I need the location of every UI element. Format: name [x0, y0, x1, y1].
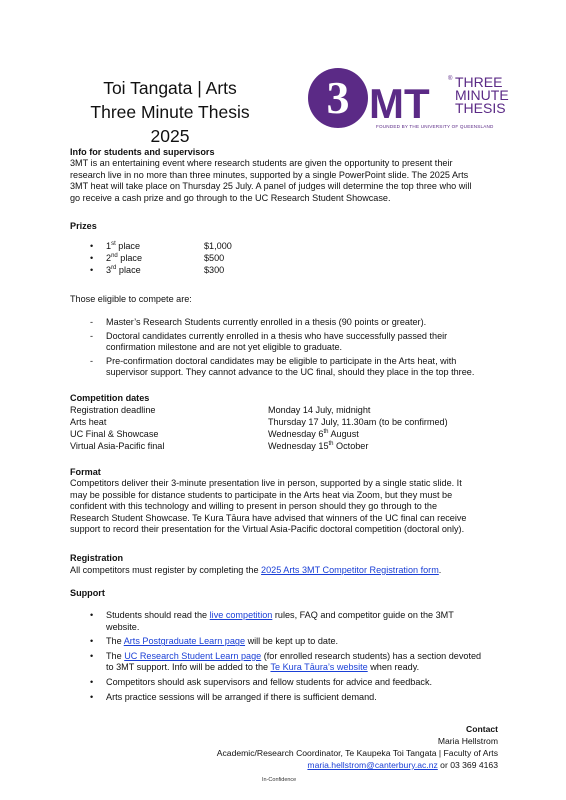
date-value: Monday 14 July, midnight: [268, 405, 371, 415]
format-heading: Format: [70, 467, 101, 477]
prize-amount: $1,000: [204, 241, 232, 251]
registration-text: All competitors must register by completing the 2025 Arts 3MT Competitor Registration form.: [70, 565, 442, 575]
logo-line-1: THREE: [455, 74, 503, 90]
date-label: UC Final & Showcase: [70, 429, 159, 439]
date-row: [70, 429, 510, 441]
date-value: Wednesday 15th October: [268, 440, 369, 451]
support-item: • Students should read the live competition rules, FAQ and competitor guide on the 3MT website.: [106, 610, 506, 633]
live-competition-link[interactable]: live competition: [209, 610, 273, 620]
bullet-icon: •: [90, 264, 94, 275]
prize-place: 3rd place: [106, 264, 141, 275]
date-label: Arts heat: [70, 417, 107, 427]
support-list: [106, 610, 506, 703]
info-line: go receive a cash prize and go through to the UC Research Student Showcase.: [70, 192, 391, 203]
eligibility-item: - Pre-confirmation doctoral candidates may be eligible to participate in the Arts heat, with supervisor support. They cannot advance to the UC final, should they place in the top three.: [106, 356, 506, 379]
te-kura-taura-website-link[interactable]: Te Kura Tāura’s website: [270, 662, 368, 673]
logo-founded: FOUNDED BY THE UNIVERSITY OF QUEENSLAND: [376, 124, 494, 129]
format-paragraph: [70, 478, 502, 536]
eligibility-intro: Those eligible to compete are:: [70, 294, 192, 304]
bullet-icon: •: [90, 241, 94, 251]
prize-item: [90, 252, 306, 265]
logo-line-2: MINUTE: [455, 87, 509, 103]
uc-research-student-learn-link[interactable]: UC Research Student Learn page: [124, 650, 262, 661]
prize-place: 2nd place: [106, 252, 143, 263]
dates-heading: Competition dates: [70, 393, 150, 403]
arts-postgraduate-learn-link[interactable]: Arts Postgraduate Learn page: [123, 636, 246, 647]
eligibility-list: [106, 317, 506, 379]
info-line: 3MT is an entertaining event where research students are given the opportunity to present their: [70, 158, 453, 168]
classification-label: In-Confidence: [262, 777, 297, 783]
bullet-icon: •: [90, 252, 94, 263]
logo-mark-text: MT: [369, 80, 430, 127]
info-paragraph: [70, 158, 502, 204]
eligibility-item: - Master’s Research Students currently enrolled in a thesis (90 points or greater).: [106, 317, 506, 329]
format-line: support to record their presentation for the Virtual Asia-Pacific doctoral competition (doctoral only).: [70, 524, 465, 535]
format-line: confident with this technology and willing to present in person should they go through to the: [70, 501, 438, 512]
prizes-list: [90, 240, 306, 276]
date-value: Thursday 17 July, 11.30am (to be confirmed): [268, 417, 448, 427]
date-row: [70, 417, 510, 429]
format-line: Research Student Showcase. Te Kura Tāura have advised that winners of the UC final can receive: [70, 512, 467, 523]
title-line-2: Three Minute Thesis 2025: [90, 102, 250, 146]
contact-heading: Contact: [466, 724, 498, 734]
format-line: Competitors deliver their 3-minute presentation live in person, supported by a single static slide. It: [70, 478, 462, 488]
prize-item: [90, 240, 306, 253]
registration-form-link[interactable]: 2025 Arts 3MT Competitor Registration form: [261, 565, 439, 575]
info-line: 3MT heat will take place on Thursday 25 July. A panel of judges will determine the top three who will: [70, 181, 472, 192]
date-row: [70, 405, 510, 417]
support-heading: Support: [70, 588, 105, 598]
logo-line-3: THESIS: [455, 100, 506, 116]
support-item: • Arts practice sessions will be arranged if there is sufficient demand.: [106, 692, 506, 704]
support-item: • The Arts Postgraduate Learn page will be kept up to date.: [106, 636, 506, 648]
date-value: Wednesday 6th August: [268, 428, 359, 439]
date-label: Registration deadline: [70, 405, 156, 415]
contact-details: maria.hellstrom@canterbury.ac.nz or 03 369 4163: [307, 760, 498, 770]
format-line: may be possible for distance students to participate in the Arts heat via Zoom, but they must be: [70, 489, 453, 500]
prize-amount: $300: [204, 264, 225, 275]
registration-heading: Registration: [70, 553, 124, 563]
support-item: • The UC Research Student Learn page (for enrolled research students) has a section devoted to 3MT support. Info will be added to the Te Kura Tāura’s website when ready.: [106, 651, 506, 674]
contact-name: Maria Hellstrom: [437, 736, 498, 746]
svg-text:3: 3: [326, 72, 350, 123]
prize-item: [90, 264, 306, 277]
info-line: research live in no more than three minutes, supported by a single PowerPoint slide. The 2025 Arts: [70, 169, 469, 180]
eligibility-item: - Doctoral candidates currently enrolled in a thesis who have successfully passed their confirmation milestone and are not yet eligible to graduate.: [106, 331, 506, 354]
prize-place: 1st place: [106, 240, 141, 251]
info-heading: Info for students and supervisors: [70, 147, 215, 157]
support-item: • Competitors should ask supervisors and fellow students for advice and feedback.: [106, 677, 506, 689]
logo-reg: ®: [448, 76, 453, 82]
title-line-1: Toi Tangata | Arts: [103, 78, 237, 98]
3mt-logo: [305, 68, 515, 134]
contact-role: Academic/Research Coordinator, Te Kaupeka Toi Tangata | Faculty of Arts: [216, 748, 498, 758]
date-row: [70, 441, 510, 453]
prizes-heading: Prizes: [70, 221, 97, 231]
contact-email-link[interactable]: maria.hellstrom@canterbury.ac.nz: [307, 760, 438, 770]
date-label: Virtual Asia-Pacific final: [70, 441, 165, 451]
prize-amount: $500: [204, 252, 225, 263]
